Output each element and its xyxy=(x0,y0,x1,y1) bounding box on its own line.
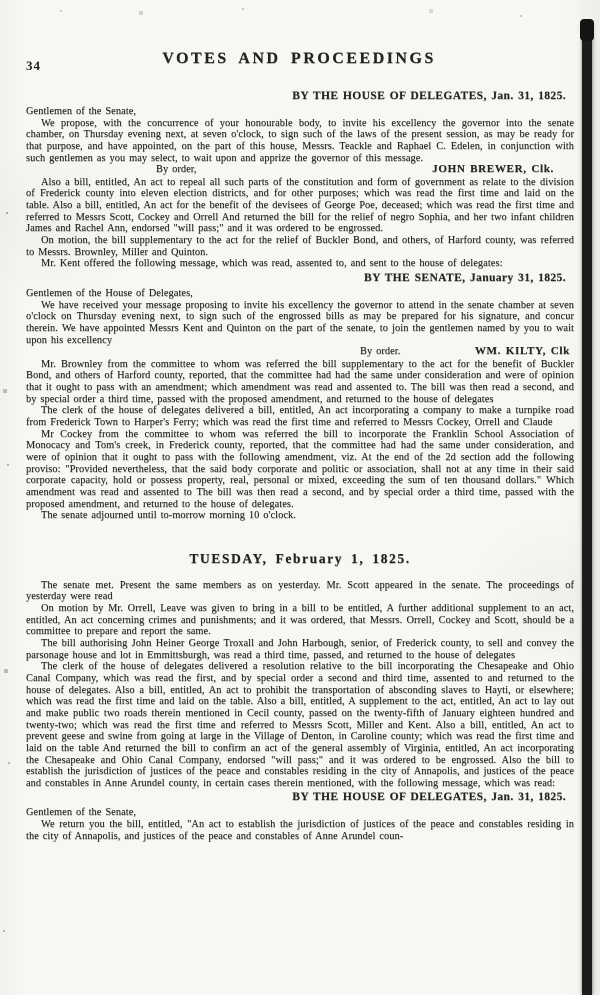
paragraph-message-received: We have received your message proposing to invite his excellency the governor to attend in the senate chamber at seven o'clock on Thursday evening next, to sign such of the engrossed bills as may be prepared for his signature, and concur therein. We have appointed Messrs Kent and Quinton on the part of the senate, to join the gentlemen named by you to wait upon his excellency xyxy=(26,299,574,346)
heading-tuesday-feb1: TUESDAY, February 1, 1825. xyxy=(189,551,411,566)
paragraph-parsonage-bill: The bill authorising John Heiner George Troxall and John Harbough, senior, of Frederick county, to sell and convey the parsonage house and lot in Emmittsburgh, was read a third time, passed, and returned to the house of delegates xyxy=(26,637,574,661)
heading-house-delegates-jan31-second: BY THE HOUSE OF DELEGATES, Jan. 31, 1825. xyxy=(292,791,566,804)
paragraph-bills-read: Also a bill, entitled, An act to repeal all such parts of the constitution and form of government as relate to the division of Frederick county into eleven election districts, and for other purposes; which was read the first time and laid on the table. Also a bill, entitled, An act for the benefit of the devisees of George Poe, deceased; which was read the first time and referred to Messrs Scott, Cockey and Orrell And returned the bill for the relief of negro Sophia, and her two infant children James and Rachel Ann, endorsed "will pass;" and it was ordered to be engrossed. xyxy=(26,176,574,235)
paragraph-kent-message: Mr. Kent offered the following message, which was read, assented to, and sent to the house of delegates: xyxy=(41,258,503,270)
running-title: VOTES AND PROCEEDINGS xyxy=(162,50,436,67)
paragraph-brownley-committee: Mr. Brownley from the committee to whom was referred the bill supplementary to the act for the benefit of Buckler Bond, and others of Harford county, reported, that the committee had had the same under consideration and were of opinion that it ought to pass with an amendment; which amendment was read and assented to. The bill was then read a second, and by special order a third time, passed with the proposed amendment, and returned to the house of delegates xyxy=(26,358,574,405)
clerk-signature-kilty: WM. KILTY, Clk xyxy=(474,345,570,358)
paragraph-cockey-committee: Mr Cockey from the committee to whom was referred the bill to incorporate the Franklin School Association of Monocacy and Tom's creek, in Frederick county, reported, that the committee had had the same under consideration, and were of opinion that it ought to pass with the following amendment, viz. At the end of the 2d section add the following proviso: "Provided nevertheless, that the said body corporate and politic or association, shall not at any time in their said corporate capacity, hold or possess property, real, personal or mixed, exceeding the sum of ten thousand dollars." Which amendment was read and assented to The bill was then read a second, and by special order a third time, passed with the proposed amendment, and returned to the house of delegates. xyxy=(26,428,574,510)
paragraph-senate-adjourned: The senate adjourned until to-morrow morning 10 o'clock. xyxy=(41,510,296,522)
by-order-label: By order. xyxy=(360,346,401,358)
paragraph-governor-invitation: We propose, with the concurrence of your honourable body, to invite his excellency the governor into the senate chamber, on Thursday evening next, at seven o'clock, to sign such of the laws of the present session, as may be ready for that purpose, and have appointed, on the part of this house, Messrs. Teackle and Raphael C. Edelen, in conjunction with such gentlemen as you may select, to wait upon and apprize the governor of this message. xyxy=(26,117,574,164)
heading-house-delegates-jan31: BY THE HOUSE OF DELEGATES, Jan. 31, 1825. xyxy=(292,90,566,102)
paragraph-orrell-motion: On motion by Mr. Orrell, Leave was given to bring in a bill to be entitled, A further additional supplement to an act, entitled, An act concerning crimes and punishments; and it was ordered, that Messrs. Orrell, Cockey and Scott, should be a committee to prepare and report the same. xyxy=(26,602,574,638)
by-order-line-senate xyxy=(26,346,574,359)
heading-by-senate-jan31: BY THE SENATE, January 31, 1825. xyxy=(364,272,566,285)
by-order-label: By order, xyxy=(156,164,197,176)
clerk-signature-brewer: JOHN BREWER, Clk. xyxy=(432,163,554,176)
paragraph-buckler-bond: On motion, the bill supplementary to the act for the relief of Buckler Bond, and others, of Harford county, was referred to Messrs. Brownley, Miller and Quinton. xyxy=(26,235,574,258)
binding-gutter-shadow xyxy=(582,22,592,995)
paragraph-clerk-delivered-bills: The clerk of the house of delegates delivered a resolution relative to the bill incorporating the Chesapeake and Ohio Canal Company, which was read the first, and by special order a second and third time, assented to and returned to the house of delegates. Also a bill, entitled, An act to prohibit the transportation of absconding slaves to Hayti, or elsewhere; which was read the first time and laid on the table. Also a bill, entitled, A supplement to the act, entitled, An act to lay out and make public two roads therein mentioned in Cecil county, passed on the twenty-fifth of January eighteen hundred and twenty-two; which was read the first time and referred to Messrs Scott, Miller and Kent. Also a bill, entitled, An act to prevent geese and swine from going at large in the Village of Denton, in Caroline county; which was read the first time and laid on the table And returned the bill to confirm an act of the general assembly of Virginia, entitled, An act incorporating the Chesapeake and Ohio Canal Company, endorsed "will pass;" and it was ordered to be engrossed. Also the bill to establish the jurisdiction of justices of the peace and constables residing in the city of Annapolis, and justices of the peace and constables in Anne Arundel county, in certain cases therein mentioned, with the following message, which was read: xyxy=(26,661,574,789)
salutation-house-delegates: Gentlemen of the House of Delegates, xyxy=(26,288,193,300)
salutation-senate-second: Gentlemen of the Senate, xyxy=(26,807,137,819)
scan-noise xyxy=(0,0,2,2)
salutation-senate: Gentlemen of the Senate, xyxy=(26,106,137,117)
by-order-line-house xyxy=(26,164,574,177)
paragraph-turnpike-bill: The clerk of the house of delegates delivered a bill, entitled, An act incorporating a company to make a turnpike road from Frederick Town to Harper's Ferry; which was read the first time and referred to Messrs Cockey, Orrell and Claude xyxy=(26,405,574,429)
text-column xyxy=(26,88,574,842)
page-header xyxy=(26,50,572,76)
paragraph-return-bill: We return you the bill, entitled, "An act to establish the jurisdiction of justices of the peace and constables residing in the city of Annapolis, and justices of the peace and constables of Anne Arundel coun- xyxy=(26,819,574,842)
page-number: 34 xyxy=(26,58,41,73)
paragraph-senate-met: The senate met. Present the same members as on yesterday. Mr. Scott appeared in the senate. The proceedings of yesterday were read xyxy=(26,579,574,603)
